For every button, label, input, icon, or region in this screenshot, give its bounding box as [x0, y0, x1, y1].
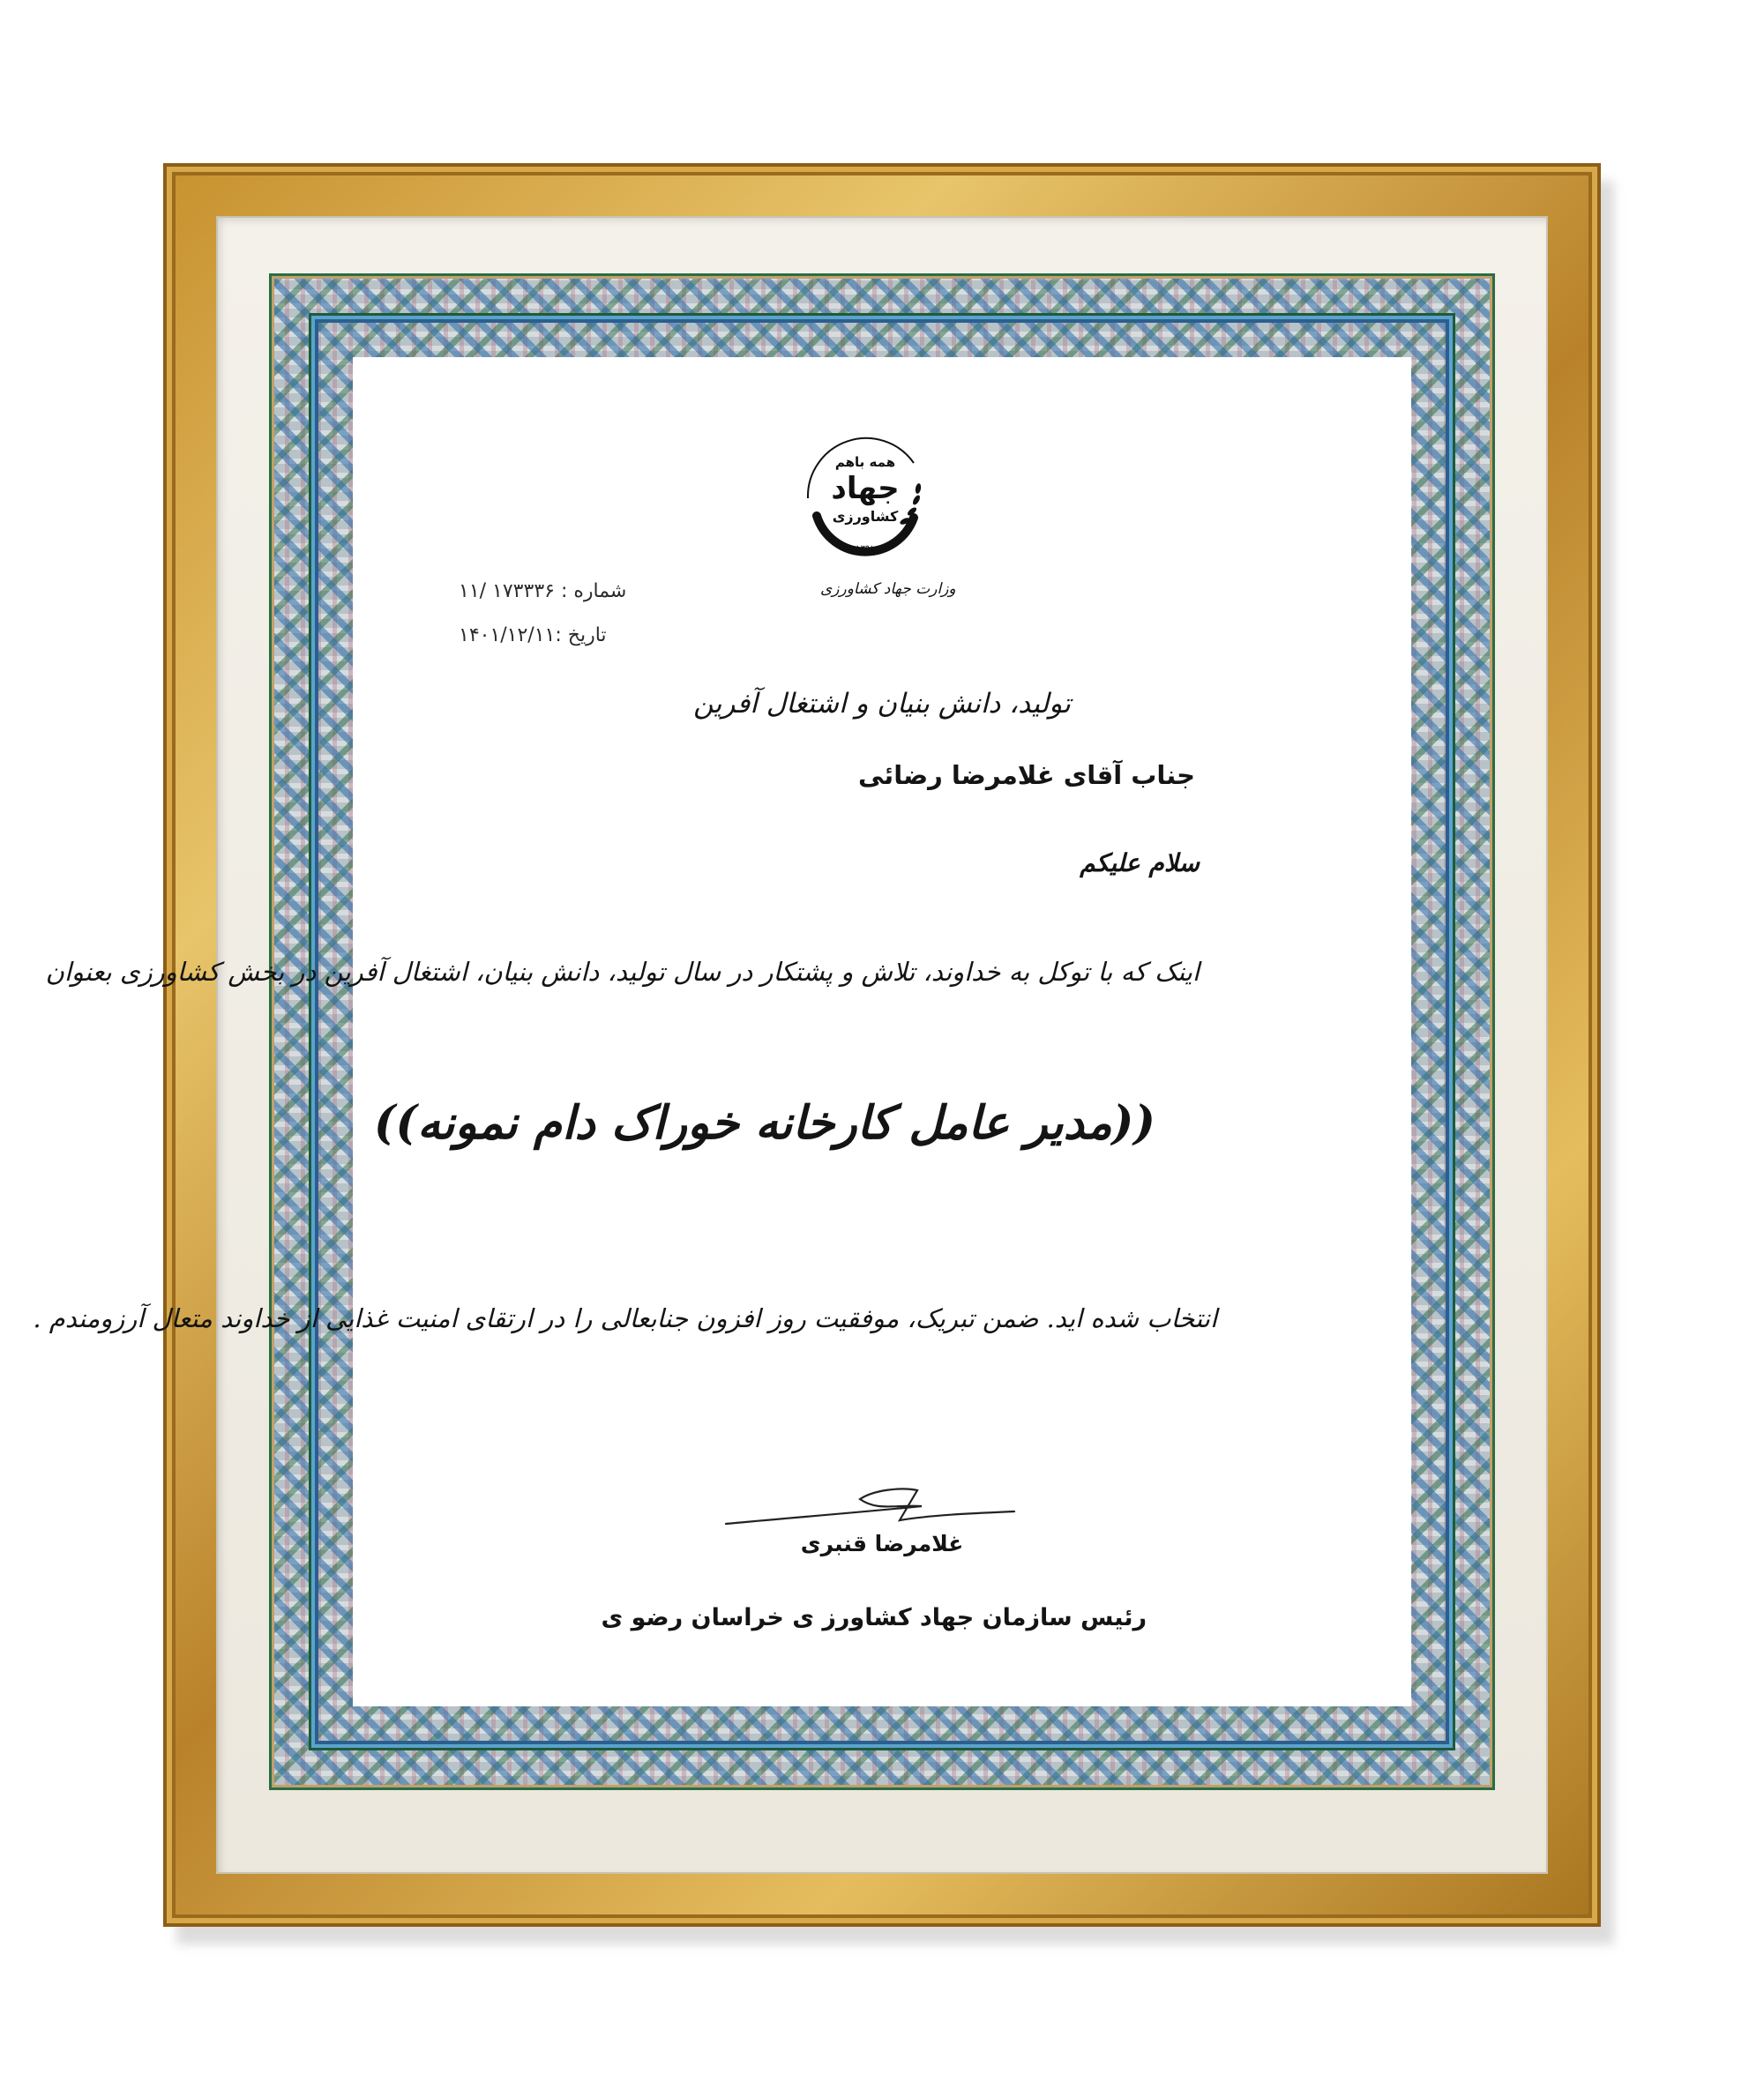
signer-name: غلامرضا قنبری — [800, 1531, 964, 1556]
ministry-logo — [781, 437, 949, 569]
greeting: سلام علیکم — [1080, 848, 1200, 877]
year-slogan: تولید، دانش بنیان و اشتغال آفرین — [693, 688, 1071, 720]
body-text-line-1: اینک که با توکل به خداوند، تلاش و پشتکار در سال تولید، دانش بنیان، اشتغال آفرین در بخش کشاورزی بعنوان — [45, 957, 1200, 987]
recipient-name: جناب آقای غلامرضا رضائی — [857, 760, 1195, 790]
body-text-line-2: انتخاب شده اید. ضمن تبریک، موفقیت روز افزون جنابعالی را در ارتقای امنیت غذایی از خداوند متعال آرزومندم . — [33, 1303, 1217, 1333]
handwritten-signature — [719, 1480, 1019, 1533]
logo-year: ۱۳۹۱ — [856, 544, 875, 554]
award-title: ((مدیر عامل کارخانه خوراک دام نمونه)) — [373, 1096, 1155, 1150]
ministry-label: وزارت جهاد کشاورزی — [820, 580, 956, 598]
logo-emblem-icon — [781, 437, 949, 569]
reference-number: شماره : ۱۷۳۳۳۶ /۱۱ — [459, 580, 627, 602]
logo-sub-text: کشاورزی — [832, 508, 899, 525]
logo-main-text: جهاد — [831, 471, 900, 506]
logo-ring-text: همه باهم — [834, 454, 896, 470]
reference-date: تاریخ :۱۴۰۱/۱۲/۱۱ — [459, 624, 607, 646]
signer-position: رئیس سازمان جهاد کشاورز ی خراسان رضو ی — [601, 1604, 1147, 1631]
